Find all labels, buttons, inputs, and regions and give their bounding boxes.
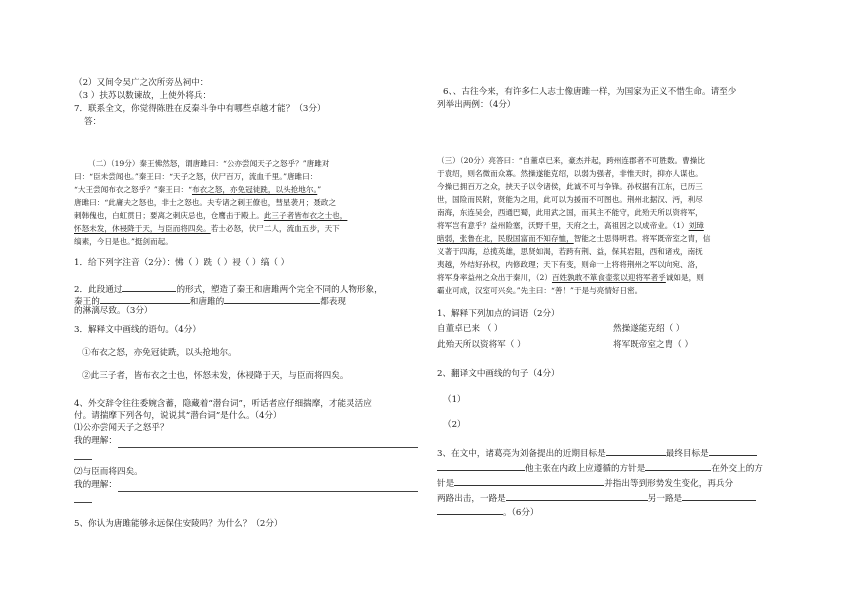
section-2-line: “大王尝闻布衣之怒乎？”秦王曰：“布衣之怒，亦免冠徒跣，以头抢地尔。” xyxy=(74,185,322,194)
my-understanding-label: 我的理解： xyxy=(74,480,117,490)
section-3-line: 今操已拥百万之众，挟天子以令诸侯，此诚不可与争锋。孙权据有江东，已历三 xyxy=(437,182,703,191)
question-4-line2: 付。请揣摩下列各句，说说其“潜台词”是什么。（4分） xyxy=(74,411,282,421)
answer-line[interactable] xyxy=(74,459,92,460)
question-6-line1: 6、、古往今来，有许多仁人志士像唐雎一样，为国家为正义不惜生命。请至少 xyxy=(443,87,737,97)
section-2-line: 缟素，今日是也。”挺剑而起。 xyxy=(74,237,173,246)
answer-label: 答： xyxy=(84,117,102,127)
section-3-line: 将军身率益州之众出于秦川，（2）百姓孰敢不箪食壶浆以迎将军者乎诚如是，则 xyxy=(437,273,704,282)
vocab-item: 将军既帝室之胄（ ） xyxy=(613,340,694,350)
section-3-head: （三）（20分）亮答曰：“自董卓已来，豪杰并起，跨州连郡者不可胜数。曹操比 xyxy=(437,156,705,165)
question-3-sentence-2: ②此三子者，皆布衣之士也，怀怒未发，休祲降于天，与臣而将四矣。 xyxy=(82,371,349,381)
question-3-sentence-1: ①布衣之怒，亦免冠徒跣，以头抢地尔。 xyxy=(82,348,237,358)
translation-2: （2） xyxy=(443,420,466,430)
question-1: 1．给下列字注音（2分）：怫（ ）跣（ ）祲（ ）缟（ ） xyxy=(74,258,290,268)
question-1: 1、解释下列加点的词语（2分） xyxy=(437,309,560,319)
question-2-line2: 秦王的 和唐雎的 都表现 xyxy=(74,294,346,308)
answer-line[interactable] xyxy=(118,447,418,448)
vocab-item: 然操遂能克绍（ ） xyxy=(613,324,685,334)
section-3-line: 世，国险而民附，贤能为之用，此可以为援而不可图也。荆州北据汉、沔，利尽 xyxy=(437,195,703,204)
underlined-sentence-1: 布衣之怒，亦免冠徒跣，以头抢地尔。 xyxy=(191,185,318,194)
question-4-line1: 4、外交辞令往往委婉含蓄，隐藏着“潜台词”，听话者应仔细揣摩，才能灵活应 xyxy=(74,399,372,409)
answer-line[interactable] xyxy=(74,502,92,503)
blank[interactable] xyxy=(224,294,320,304)
blank[interactable] xyxy=(606,446,666,456)
question-5: 5、你认为唐雎能够永远保住安陵吗？为什么？（2分） xyxy=(74,519,283,529)
question-3-line2: 他主张在内政上应遵循的方针是 在外交上的方 xyxy=(437,461,763,475)
blank[interactable] xyxy=(645,461,711,471)
question-3-line3: 针是 并指出等到形势发生变化，再兵分 xyxy=(437,476,733,490)
underlined-sentence-2: 此三子者皆布衣之士也， xyxy=(263,211,348,220)
vocab-item: 自董卓已来 （ ） xyxy=(437,324,503,334)
section-3-line: 南海，东连吴会，西通巴蜀，此用武之国，而其主不能守，此殆天所以资将军， xyxy=(437,208,703,217)
underlined-sentence-2b: 怀怒未发，休祲降于天，与臣而将四矣。 xyxy=(74,224,211,233)
section-3-line: 义著于四海，总揽英雄，思贤如渴，若跨有荆、益，保其岩阻，西和诸戎，南抚 xyxy=(437,247,703,256)
section-3-line: 霸业可成，汉室可兴矣。”先主曰：“善！”于是与亮情好日密。 xyxy=(437,286,643,295)
blank[interactable] xyxy=(100,294,190,304)
question-2: 2、翻译文中画线的句子（4分） xyxy=(437,369,560,379)
section-2-line: 刺韩傀也，白虹贯日；要离之刺庆忌也，仓鹰击于殿上。此三子者皆布衣之士也， xyxy=(74,211,348,220)
blank[interactable] xyxy=(437,505,503,515)
question-3-line1: 3、在文中，诸葛亮为刘备提出的近期目标是 最终目标是 xyxy=(437,446,757,460)
question-2-line3: 的淋漓尽致。（3分） xyxy=(74,306,153,316)
translation-1: （1） xyxy=(443,395,466,405)
section-3-line: 于袁绍，则名微而众寡。然操遂能克绍，以弱为强者，非惟天时，抑亦人谋也。 xyxy=(437,169,703,178)
section-3-line: 暗弱，张鲁在北，民殷国富而不知存恤，智能之士思得明君。将军既帝室之胄，信 xyxy=(437,234,711,243)
question-3: 3．解释文中画线的语句。（4分） xyxy=(74,325,201,335)
question-4-sentence-2: ⑵与臣而将四矣。 xyxy=(74,467,143,477)
my-understanding-label: 我的理解： xyxy=(74,436,117,446)
question-3-line4: 两路出击，一路是 另一路是 xyxy=(437,491,756,505)
section-2-head: （二）（19分）秦王怫然怒，谓唐雎曰：“公亦尝闻天子之怒乎？”唐雎对 xyxy=(88,159,330,168)
section-3-line: 将军岂有意乎？益州险塞，沃野千里，天府之土，高祖因之以成帝业。（1）刘璋 xyxy=(437,221,704,230)
question-2-line1: 2．此段通过 的形式，塑造了秦王和唐雎两个完全不同的人物形象， xyxy=(74,282,383,296)
blank[interactable] xyxy=(122,282,176,292)
question-7: 7．联系全文，你觉得陈胜在反秦斗争中有哪些卓越才能？（3分） xyxy=(74,104,326,114)
question-4-sentence-1: ⑴公亦尝闻天子之怒乎？ xyxy=(74,423,169,433)
section-2-line: 曰：“臣未尝闻也。”秦王曰：“天子之怒，伏尸百万，流血千里。”唐雎曰： xyxy=(74,172,318,181)
q6-item-2: （2）又间令吴广之次所旁丛祠中： xyxy=(74,78,209,88)
question-3-line5: 。（6分） xyxy=(437,505,539,519)
blank[interactable] xyxy=(506,491,648,501)
question-6-line2: 列举出两例：（4分） xyxy=(437,100,516,110)
section-2-line: 怀怒未发，休祲降于天，与臣而将四矣。若士必怒，伏尸二人，流血五步，天下 xyxy=(74,224,340,233)
answer-line[interactable] xyxy=(118,491,418,492)
blank[interactable] xyxy=(437,461,525,471)
underlined-sentence-1b: 暗弱，张鲁在北，民殷国富而不知存恤， xyxy=(437,234,574,243)
section-2-line: 唐雎曰：“此庸夫之怒也，非士之怒也。夫专诸之刺王僚也，彗星袭月；聂政之 xyxy=(74,198,337,207)
q6-item-3: （3 ）扶苏以数谏故，上使外将兵： xyxy=(74,91,212,101)
underlined-sentence-2: 百姓孰敢不箪食壶浆以迎将军者乎 xyxy=(551,273,666,282)
underlined-sentence-1: 刘璋 xyxy=(688,221,704,230)
blank[interactable] xyxy=(709,446,757,456)
blank[interactable] xyxy=(682,491,756,501)
section-3-line: 夷越，外结好孙权，内修政理；天下有变，则命一上将将荆州之军以向宛、洛， xyxy=(437,260,703,269)
blank[interactable] xyxy=(454,476,604,486)
vocab-item: 此殆天所以资将军（ ） xyxy=(437,340,526,350)
